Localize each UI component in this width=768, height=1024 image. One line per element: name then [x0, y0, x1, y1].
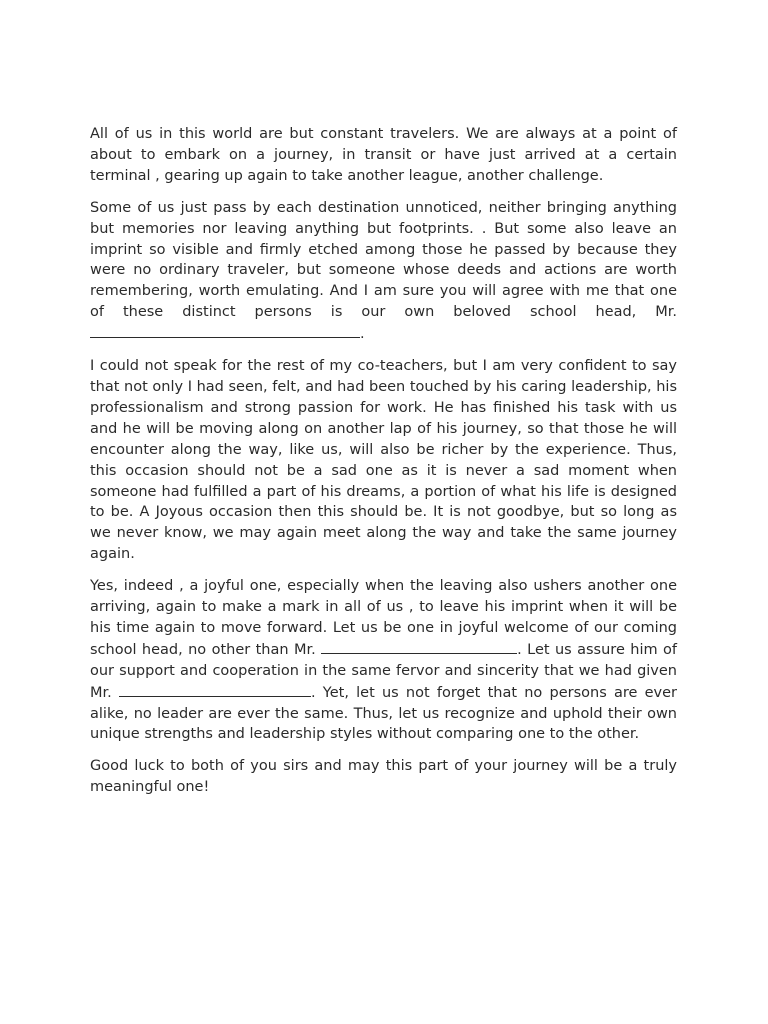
paragraph-1: All of us in this world are but constant travelers. We are always at a point of about to embark on a journey, in transit or have just arrived at a certain terminal , gearing up again to take another league, another challenge.: [90, 126, 677, 184]
paragraph-2: [90, 198, 677, 345]
paragraph-5: Good luck to both of you sirs and may this part of your journey will be a truly meaningful one!: [90, 758, 677, 796]
paragraph-2-end: .: [360, 326, 365, 343]
paragraph-4-text-a: Yes, indeed , a joyful one, especially when the leaving also ushers another one arriving, again to make a mark in all of us , to leave his imprint when it will be his time again to move forward. Let us be one in joyful welcome of our coming school head, no other than Mr.: [90, 578, 677, 658]
paragraph-4-text-b: . Let us assure him of our support and cooperation in the same fervor and sincerity that we had given Mr.: [90, 641, 677, 701]
document-body: [90, 124, 677, 798]
paragraph-3: I could not speak for the rest of my co-teachers, but I am very confident to say that not only I had seen, felt, and had been touched by his caring leadership, his professionalism and strong passion for work. He has finished his task with us and he will be moving along on another lap of his journey, so that those he will encounter along the way, like us, will also be richer by the experience. Thus, this occasion should not be a sad one as it is never a sad moment when someone had fulfilled a part of his dreams, a portion of what his life is designed to be. A Joyous occasion then this should be. It is not goodbye, but so long as we never know, we may again meet along the way and take the same journey again.: [90, 358, 678, 563]
blank-line-former-head: [119, 682, 311, 697]
blank-line-new-head: [321, 639, 517, 654]
paragraph-4: [90, 576, 677, 745]
paragraph-2-text: Some of us just pass by each destination unnoticed, neither bringing anything but memories nor leaving anything but footprints. . But some also leave an imprint so visible and firmly etched among those he passed by because they were no ordinary traveler, but someone whose deeds and actions are worth remembering, worth emulating. And I am sure you will agree with me that one of these distinct persons is our own beloved school head, Mr.: [90, 199, 677, 321]
blank-line-current-head: [90, 323, 360, 338]
paragraph-4-text-c: . Yet, let us not forget that no persons are ever alike, no leader are ever the same. Thus, let us recognize and uphold their own unique strengths and leadership styles without comparing one to the other.: [90, 684, 677, 743]
